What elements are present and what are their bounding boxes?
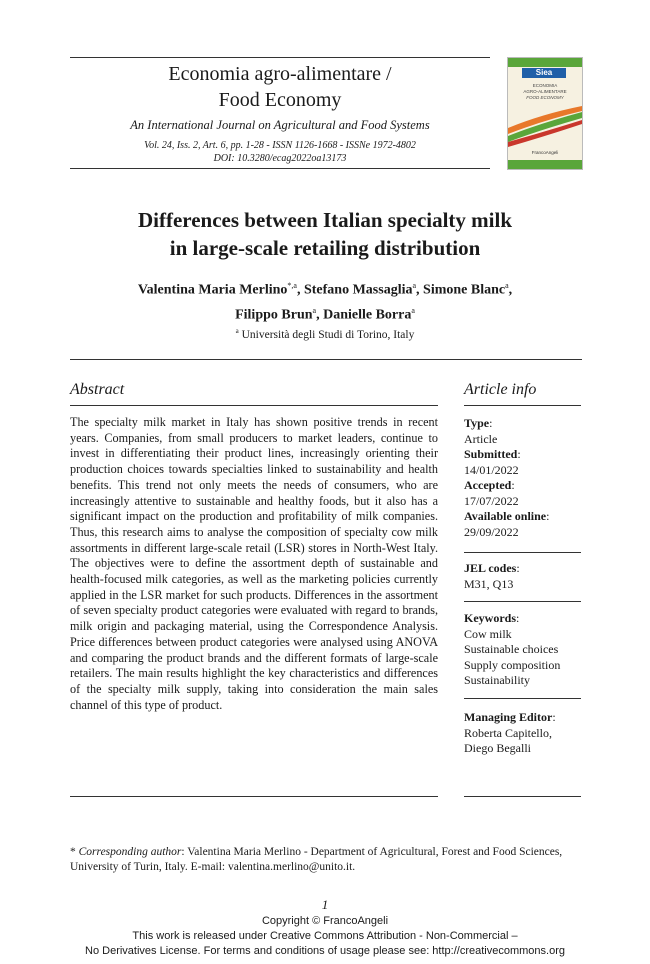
journal-doi: DOI: 10.3280/ecag2022oa13173	[213, 153, 347, 164]
keywords-rule	[464, 698, 581, 699]
author-name: Simone Blanc	[423, 282, 506, 298]
article-info-dates	[464, 416, 584, 540]
dates-rule	[464, 552, 581, 553]
jel-rule	[464, 601, 581, 602]
editor-name: Roberta Capitello,	[464, 725, 552, 740]
editor-name: Diego Begalli	[464, 741, 531, 755]
cover-bottom-band	[508, 160, 582, 169]
license-line: No Derivatives License. For terms and conditions of usage please see: http://creativecommons.org	[85, 945, 565, 957]
affiliation-mark: a	[235, 327, 239, 335]
abstract-heading: Abstract	[70, 381, 125, 398]
cover-swoosh-graphic	[508, 106, 582, 148]
author-name: Stefano Massaglia	[303, 282, 413, 298]
type-value: Article	[464, 431, 498, 446]
abstract-heading-rule	[70, 405, 438, 406]
editor-label: Managing Editor	[464, 710, 553, 724]
journal-meta-line1: Vol. 24, Iss. 2, Art. 6, pp. 1-28 - ISSN 1126-1668 - ISSNe 1972-4802	[144, 140, 416, 151]
copyright-line: Copyright © FrancoAngeli	[261, 915, 389, 927]
keyword-item: Supply composition	[464, 657, 561, 672]
author-line-1	[40, 276, 610, 301]
author-line-2	[40, 301, 610, 326]
author-separator: ,	[316, 307, 324, 323]
corresponding-author-footnote	[70, 845, 582, 875]
journal-title-line2: Food Economy	[218, 89, 342, 111]
author-affiliation-mark: a	[412, 281, 417, 290]
footnote-marker: *	[70, 846, 76, 858]
submitted-label: Submitted	[464, 447, 518, 461]
accepted-value: 17/07/2022	[464, 493, 519, 508]
author-affiliation-mark: a	[505, 281, 509, 290]
jel-value: M31, Q13	[464, 576, 514, 591]
author-separator: ,	[416, 282, 424, 298]
affiliation-text: Università degli Studi di Torino, Italy	[241, 328, 415, 341]
cover-title-line: FOOD ECONOMY	[526, 95, 564, 100]
journal-subtitle: An International Journal on Agricultural and Food Systems	[130, 118, 430, 132]
author-separator: ,	[508, 282, 513, 298]
submitted-value: 14/01/2022	[464, 462, 519, 477]
editor-label-row: Managing Editor:	[464, 710, 556, 724]
footnote-text: : Valentina Maria Merlino - Department of Agricultural, Forest and Food Sciences, University of Turin, Italy. E-mail: valentina.merlino@unito.it.	[70, 846, 563, 873]
author-separator: ,	[296, 282, 304, 298]
author-affiliation-mark: *,a	[287, 281, 297, 290]
online-value: 29/09/2022	[464, 524, 519, 539]
cover-title-line: ECONOMIA	[532, 83, 558, 88]
keywords-block	[464, 611, 584, 689]
license-footer	[0, 914, 650, 959]
article-info-heading-rule	[464, 405, 581, 406]
accepted-label-row: Accepted:	[464, 478, 515, 492]
keywords-label-row: Keywords:	[464, 611, 520, 625]
author-name: Danielle Borra	[323, 307, 412, 323]
journal-cover-image	[507, 57, 583, 170]
type-label: Type	[464, 416, 490, 430]
header-bottom-rule	[70, 168, 490, 169]
article-info-bottom-rule	[464, 796, 581, 797]
author-affiliation-mark: a	[411, 305, 415, 315]
cover-top-band	[508, 58, 582, 67]
cover-logo-text: Siea	[535, 68, 553, 77]
jel-label-row: JEL codes:	[464, 561, 520, 575]
author-name: Valentina Maria Merlino	[137, 282, 288, 298]
cover-publisher: FrancoAngeli	[531, 150, 559, 155]
cover-logo	[522, 68, 566, 78]
author-name: Filippo Brun	[235, 307, 313, 323]
abstract-bottom-rule	[70, 796, 438, 797]
paper-title-line2: in large-scale retailing distribution	[169, 236, 481, 260]
page-number: 1	[321, 897, 329, 912]
journal-title-line1: Economia agro-alimentare /	[168, 63, 392, 85]
type-label-row: Type:	[464, 416, 493, 430]
affiliation	[40, 327, 610, 341]
managing-editor-block	[464, 710, 584, 757]
jel-label: JEL codes	[464, 561, 517, 575]
keyword-item: Sustainable choices	[464, 642, 559, 656]
header-top-rule	[70, 57, 490, 58]
jel-codes-block	[464, 561, 584, 592]
keywords-label: Keywords	[464, 611, 516, 625]
footnote-label: Corresponding author	[78, 846, 182, 858]
keyword-item: Sustainability	[464, 673, 530, 687]
cover-title	[510, 83, 580, 101]
cover-title-line: AGRO-ALIMENTARE	[523, 89, 567, 94]
title-block-rule	[70, 359, 582, 360]
keyword-item: Cow milk	[464, 626, 512, 641]
online-label: Available online	[464, 509, 547, 523]
license-line: This work is released under Creative Commons Attribution - Non-Commercial –	[132, 930, 518, 942]
author-affiliation-mark: a	[312, 305, 317, 315]
author-list	[40, 276, 610, 325]
article-info-heading: Article info	[464, 381, 537, 398]
online-label-row: Available online:	[464, 509, 550, 523]
submitted-label-row: Submitted:	[464, 447, 521, 461]
abstract-body: The specialty milk market in Italy has shown positive trends in recent years. Companies, from small producers to market leaders, continue to invest in differentiating their product lines, increasingly orienting their production choices towards specialties linked to sustainability and health benefits. This trend not only meets the needs of consumers, who are increasingly attentive to sustainable and healthy foods, but it also has a significant impact on the production and profitability of milk companies. Thus, this research aims to analyse the composition of specialty cow milk assortments in different large-scale retail (LSR) stores in North-West Italy. The objectives were to define the assortment depth of sustainable and health-focused milk categories, as well as the marketing policies currently applied in the LSR market for such products. Differences in the assortment of seven specialty product categories were evaluated with regard to brands, milk origin and packaging material, using the Correspondence Analysis. Price differences between product categories were analysed using ANOVA and comparing the product brands and the different formats of large-scale retailers. The main results highlight the key characteristics and differences of the specialty milk supply, taking into consideration the main sales channel of this type of product.	[70, 415, 438, 712]
accepted-label: Accepted	[464, 478, 512, 492]
paper-title-line1: Differences between Italian specialty milk	[137, 208, 513, 232]
